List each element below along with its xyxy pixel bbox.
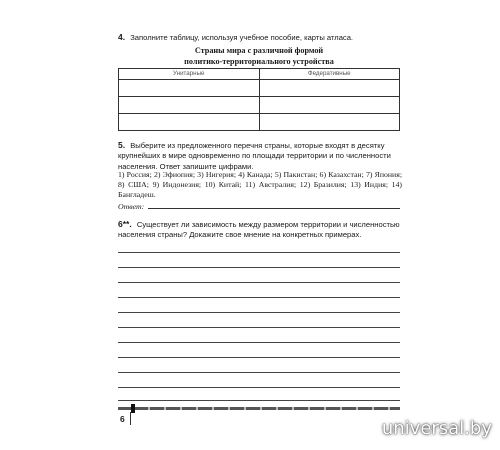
task-4-number: 4. <box>118 32 126 42</box>
table-title-line-2: политико-территориального устройства <box>184 56 334 66</box>
column-header-federal: Федеративные <box>259 69 400 80</box>
site-watermark: universal.by <box>381 418 492 439</box>
table-cell-input[interactable] <box>119 80 260 97</box>
table-header-row <box>119 69 400 80</box>
task-4-text: Заполните таблицу, используя учебное пособие, карты атласа. <box>130 33 354 42</box>
table-title-line-1: Страны мира с различной формой <box>194 46 324 55</box>
footer-decorative-bar <box>118 407 400 410</box>
answer-writing-line[interactable] <box>118 400 400 401</box>
task-6-text: Существует ли зависимость между размером территории и численностью населения страны? Докажите свое мнение на конкретных примерах. <box>118 220 400 240</box>
table-cell-input[interactable] <box>259 80 400 97</box>
task-4-prompt <box>118 32 400 43</box>
country-list: 1) Россия; 2) Эфиопия; 3) Нигерия; 4) Канада; 5) Пакистан; 6) Казахстан; 7) Япония; 8) США; 9) Индонезия; 10) Китай; 11) Австралия; 12) Бразилия; 13) Индия; 14) Бангладеш. <box>118 170 402 200</box>
answer-input-line[interactable] <box>148 208 400 209</box>
answer-label: Ответ: <box>118 202 145 211</box>
footer-marker <box>131 404 135 413</box>
table-cell-input[interactable] <box>119 97 260 114</box>
answer-writing-line[interactable] <box>118 282 400 283</box>
page-number-divider <box>130 412 131 425</box>
table-row <box>119 114 400 131</box>
task-6-number: 6**. <box>118 219 132 229</box>
answer-writing-line[interactable] <box>118 372 400 373</box>
state-structure-table <box>118 68 400 131</box>
answer-writing-line[interactable] <box>118 327 400 328</box>
table-row <box>119 97 400 114</box>
table-row <box>119 80 400 97</box>
table-title <box>118 46 400 67</box>
task-5-number: 5. <box>118 140 126 150</box>
column-header-unitary: Унитарные <box>119 69 260 80</box>
table-cell-input[interactable] <box>119 114 260 131</box>
answer-writing-line[interactable] <box>118 342 400 343</box>
task-5-text: Выберите из предложенного перечня страны, которые входят в десятку крупнейших в мире одновременно по площади территории и по численности населения. Ответ запишите цифрами. <box>118 141 391 171</box>
task-5-prompt <box>118 140 400 172</box>
answer-writing-line[interactable] <box>118 357 400 358</box>
answer-writing-line[interactable] <box>118 297 400 298</box>
answer-writing-line[interactable] <box>118 387 400 388</box>
answer-writing-line[interactable] <box>118 252 400 253</box>
answer-writing-line[interactable] <box>118 267 400 268</box>
answer-writing-line[interactable] <box>118 312 400 313</box>
page-number: 6 <box>120 414 125 424</box>
task-6-prompt <box>118 219 400 241</box>
table-cell-input[interactable] <box>259 97 400 114</box>
table-cell-input[interactable] <box>259 114 400 131</box>
